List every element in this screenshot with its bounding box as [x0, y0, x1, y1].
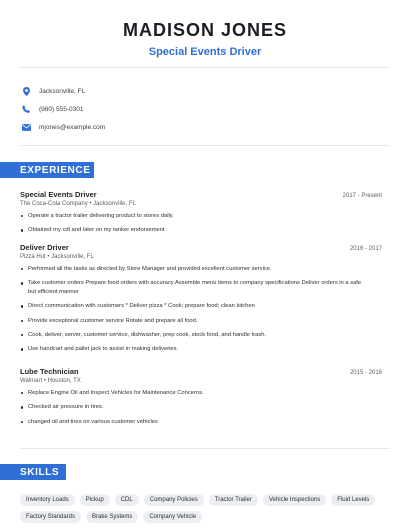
contact-phone — [22, 100, 382, 118]
contact-email-text: mjones@example.com — [39, 123, 106, 131]
phone-icon — [22, 105, 31, 114]
bullet-item: Take customer orders Prepare food orders with accuracy Assemble menu items to company specifications Deliver orders in a safe but efficient manner — [20, 279, 382, 296]
bullet-item: Performed all the tasks as directed by Store Manager and provided excellent customer service. — [20, 265, 382, 273]
job-employer: The Coca-Cola Company • Jacksonville, FL — [20, 201, 136, 207]
job-entry — [20, 367, 382, 432]
job-company: Pizza Hut — [20, 254, 46, 260]
job-entry — [20, 190, 382, 241]
contact-location-text: Jacksonville, FL — [39, 87, 86, 95]
bullet-item: Use handcart and pallet jack to assist in making deliveries. — [20, 345, 382, 353]
candidate-role: Special Events Driver — [148, 46, 262, 58]
bullet-item: Operate a tractor trailer delivering product to stores daily. — [20, 212, 382, 220]
job-location: Jacksonville, FL — [93, 201, 136, 207]
skill-chip: Brake Systems — [86, 511, 138, 523]
candidate-name: MADISON JONES — [122, 20, 288, 40]
divider — [20, 448, 390, 449]
skills-section-title: SKILLS — [0, 464, 66, 480]
contact-list — [22, 82, 382, 136]
job-dates: 2016 - 2017 — [349, 246, 382, 252]
bullet-item: Direct communication with customers * Deliver pizza * Cook; prepare food; clean kitchen — [20, 302, 382, 310]
resume-header — [0, 20, 410, 58]
job-company: Walmart — [20, 378, 43, 384]
job-title: Lube Technician — [20, 367, 79, 376]
job-dates: 2017 - Present — [342, 193, 382, 199]
job-location: Jacksonville, FL — [51, 254, 94, 260]
skill-chip: Fluid Levels — [331, 494, 375, 506]
bullet-item: Replace Engine Oil and Inspect Vehicles for Maintenance Concerns. — [20, 389, 382, 397]
bullet-item: Checked air pressure in tires. — [20, 403, 382, 411]
job-bullets — [20, 389, 382, 426]
skill-chip: Factory Standards — [20, 511, 81, 523]
bullet-item: Cook, deliver, server, customer service, dishwasher, prep cook, stock food, and handle trash. — [20, 331, 382, 339]
contact-phone-text: (960) 555-0301 — [39, 105, 84, 113]
experience-section-title: EXPERIENCE — [0, 162, 94, 178]
skill-chip: Tractor Trailer — [209, 494, 258, 506]
job-employer: Pizza Hut • Jacksonville, FL — [20, 254, 94, 260]
bullet-item: Provide exceptional customer service Rotate and prepare all food. — [20, 317, 382, 325]
contact-email — [22, 118, 382, 136]
contact-location — [22, 82, 382, 100]
job-bullets — [20, 265, 382, 354]
divider — [20, 145, 390, 146]
bullet-item: changed oil and tires on various customer vehicles — [20, 418, 382, 426]
skill-chip: Company Vehicle — [143, 511, 202, 523]
job-entry — [20, 243, 382, 360]
skill-chip: CDL — [115, 494, 139, 506]
divider — [20, 67, 390, 68]
mail-icon — [22, 123, 31, 132]
job-title: Deliver Driver — [20, 243, 69, 252]
job-bullets — [20, 212, 382, 235]
skill-chip: Company Policies — [144, 494, 204, 506]
job-dates: 2015 - 2016 — [349, 370, 382, 376]
skill-chip: Pickup — [80, 494, 110, 506]
skill-chip: Vehicle Inspections — [263, 494, 326, 506]
skill-chip: Inventory Loads — [20, 494, 75, 506]
bullet-item: Obtained my cdl and later on my tanker endorsement — [20, 226, 382, 234]
job-title: Special Events Driver — [20, 190, 97, 199]
job-company: The Coca-Cola Company — [20, 201, 88, 207]
skills-list — [20, 494, 390, 523]
job-location: Houston, TX — [47, 378, 81, 384]
job-employer: Walmart • Houston, TX — [20, 378, 81, 384]
map-pin-icon — [22, 87, 31, 96]
